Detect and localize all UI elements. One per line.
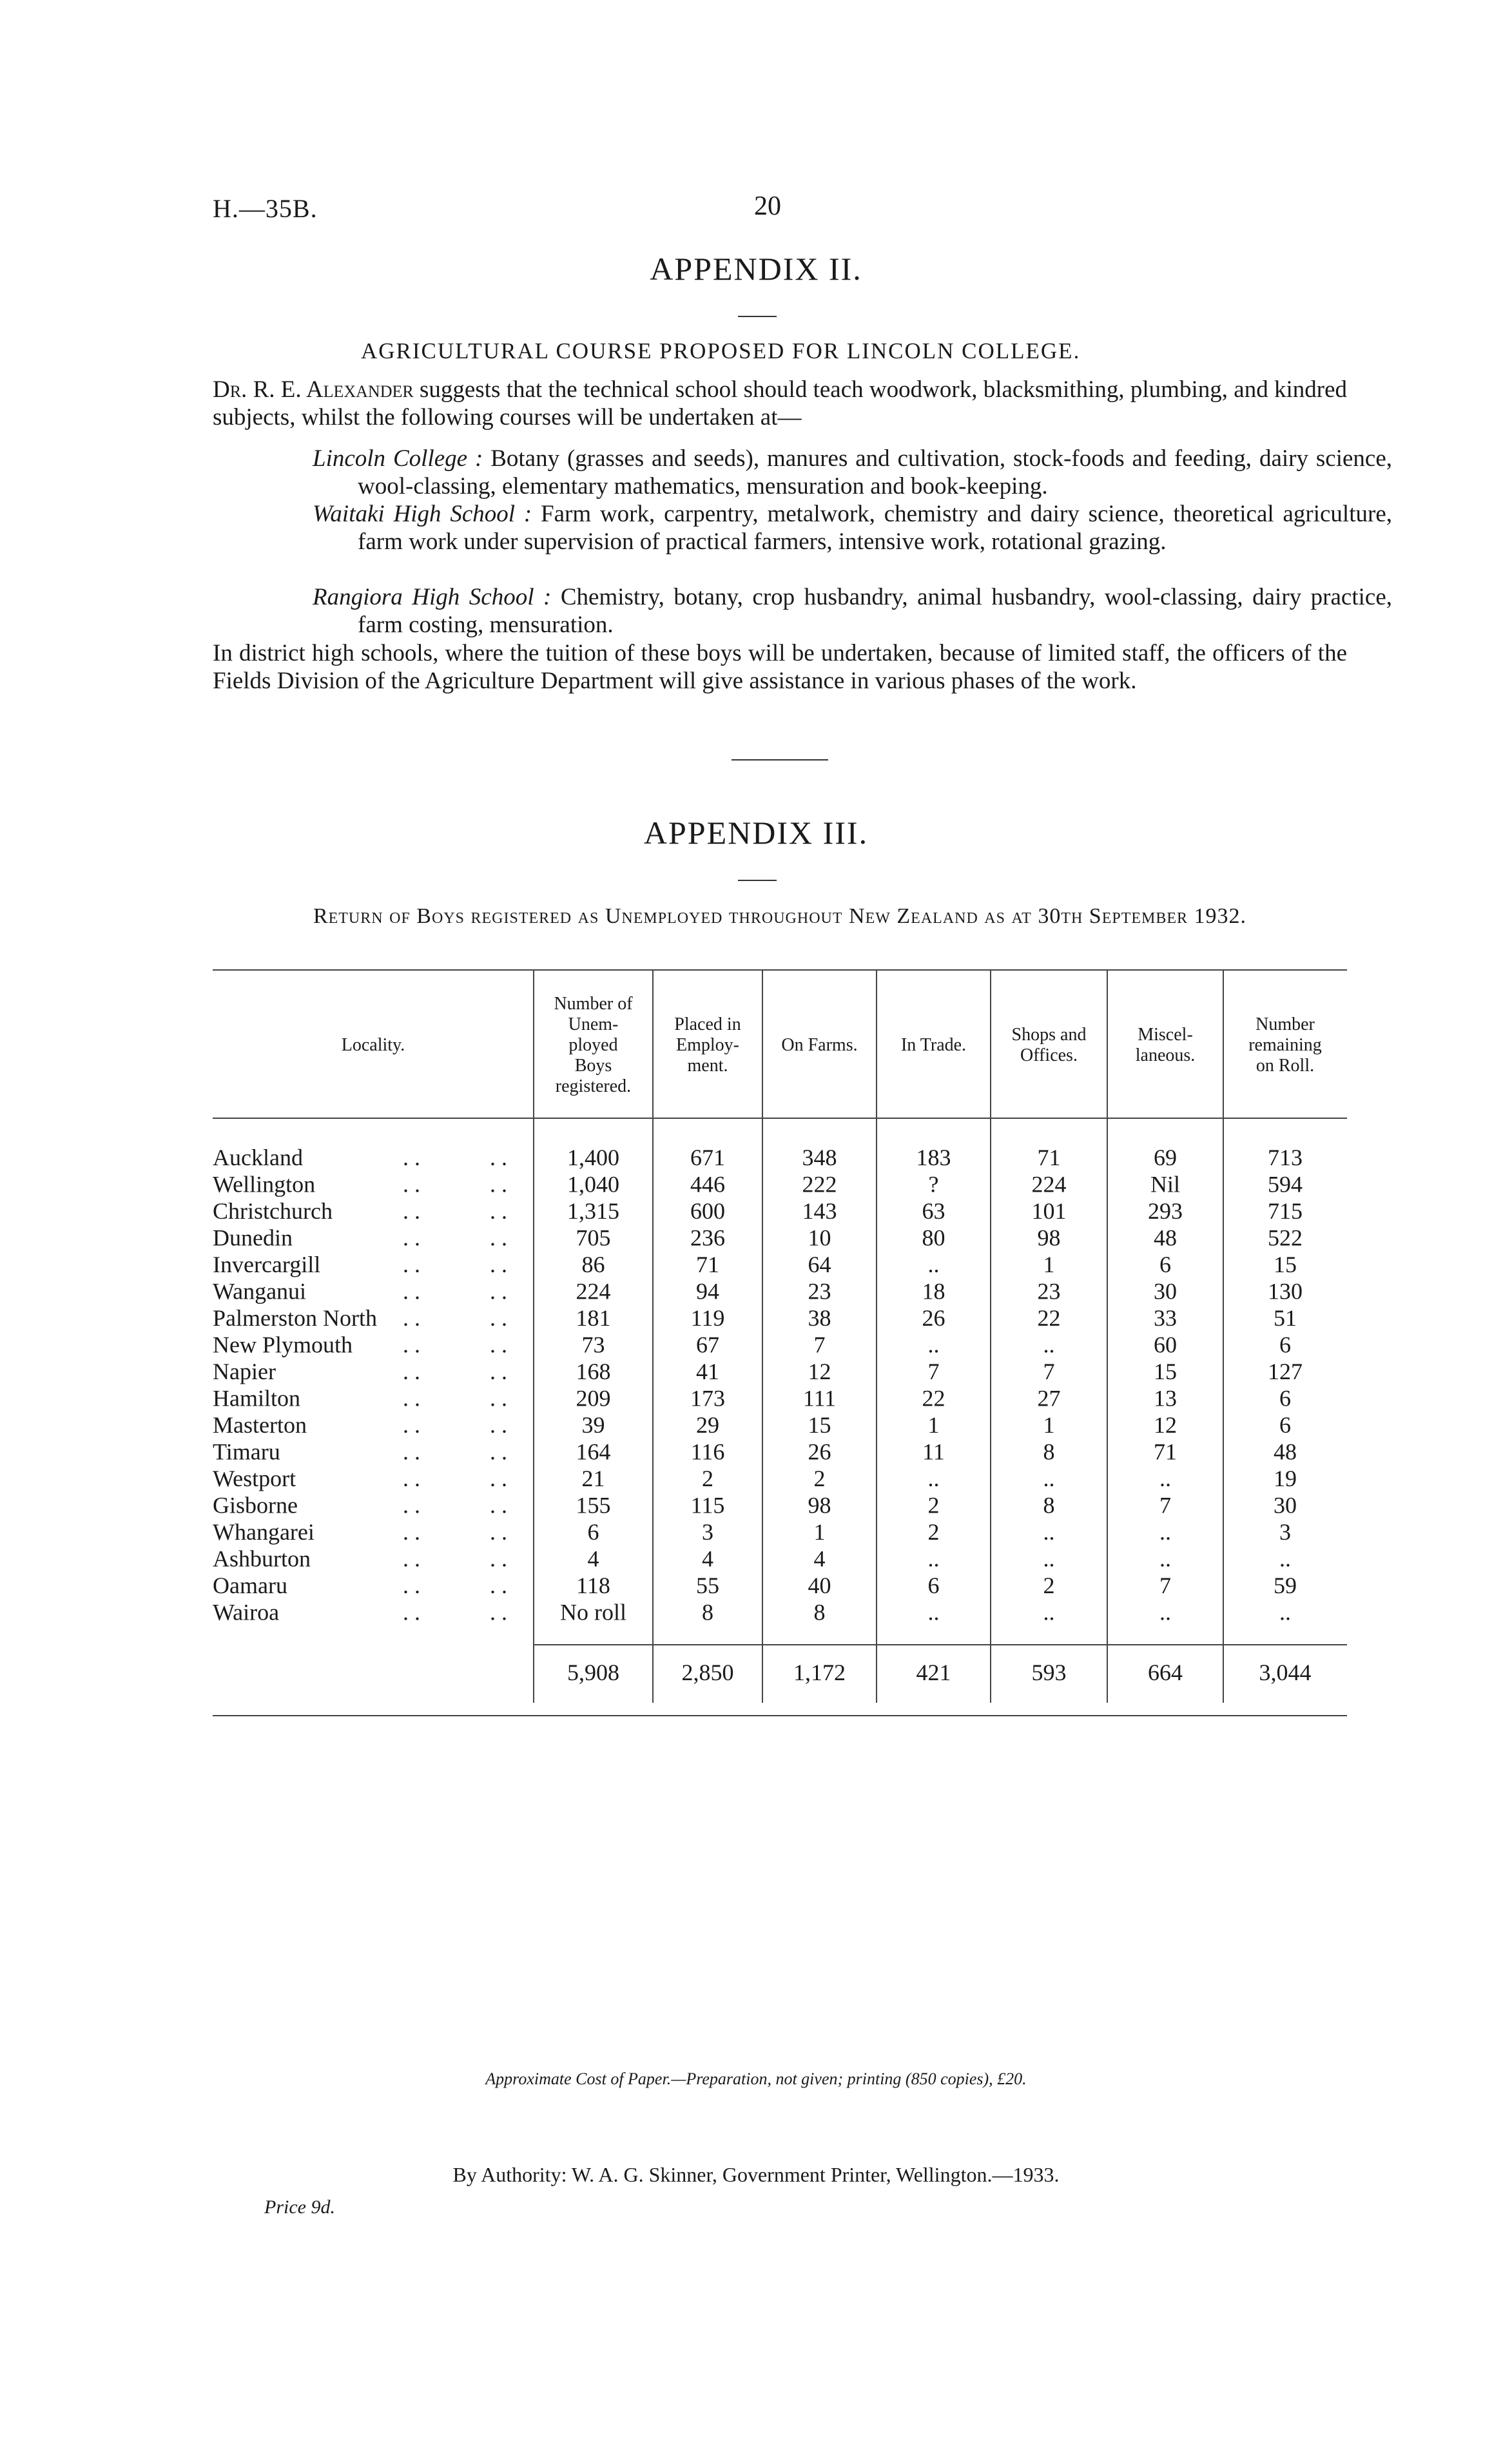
table-cell: 15	[808, 1412, 831, 1438]
total-cell: 2,850	[681, 1660, 734, 1685]
total-cell: 664	[1148, 1660, 1183, 1685]
dot-leader: . .	[490, 1278, 507, 1304]
locality-name: Christchurch	[213, 1198, 333, 1224]
table-cell: 63	[922, 1198, 945, 1224]
table-cell: 98	[808, 1492, 831, 1518]
table-cell: 3	[1279, 1519, 1291, 1545]
table-cell: 446	[690, 1171, 725, 1197]
column-header: Number remaining on Roll.	[1248, 1014, 1322, 1076]
table-cell: ..	[927, 1546, 940, 1572]
dot-leader: . .	[490, 1305, 507, 1331]
table-cell: 23	[808, 1278, 831, 1304]
table-cell: 7	[927, 1359, 940, 1384]
table-cell: ..	[1043, 1332, 1055, 1358]
table-cell: 6	[1279, 1332, 1291, 1358]
table-cell: 101	[1031, 1198, 1067, 1224]
table-cell: ..	[1159, 1599, 1171, 1625]
dot-leader: . .	[403, 1171, 420, 1197]
table-cell: 130	[1268, 1278, 1303, 1304]
table-cell: 155	[576, 1492, 611, 1518]
column-header: Locality.	[341, 1035, 405, 1055]
dot-leader: . .	[490, 1492, 507, 1518]
table-cell: 713	[1268, 1145, 1303, 1170]
dot-leader: . .	[403, 1332, 420, 1358]
course-school-name: Rangiora High School :	[313, 584, 552, 610]
dot-leader: . .	[490, 1573, 507, 1598]
dot-leader: . .	[490, 1439, 507, 1465]
table-cell: 33	[1154, 1305, 1177, 1331]
cost-note	[0, 2069, 1512, 2089]
table-cell: ..	[1043, 1519, 1055, 1545]
table-cell: 26	[922, 1305, 945, 1331]
table-cell: 236	[690, 1225, 725, 1251]
intro-text: suggests that the technical school should teach woodwork, blacksmithing, plumbing, and kindred subjects, whilst the following courses will be undertaken at—	[213, 376, 1347, 431]
table-cell: 119	[690, 1305, 725, 1331]
dot-leader: . .	[490, 1332, 507, 1358]
total-cell: 5,908	[567, 1660, 619, 1685]
appendix-ii-title: APPENDIX II.	[650, 251, 862, 287]
table-cell: 71	[696, 1252, 719, 1277]
dot-leader: . .	[403, 1145, 420, 1170]
table-cell: 1,400	[567, 1145, 619, 1170]
dot-leader: . .	[403, 1573, 420, 1598]
table-cell: 29	[696, 1412, 719, 1438]
table-cell: 209	[576, 1385, 611, 1411]
locality-name: Wairoa	[213, 1599, 280, 1625]
table-cell: 348	[802, 1145, 837, 1170]
dot-leader: . .	[403, 1492, 420, 1518]
table-cell: 73	[581, 1332, 605, 1358]
table-cell: 10	[808, 1225, 831, 1251]
dot-leader: . .	[490, 1145, 507, 1170]
table-cell: 4	[702, 1546, 713, 1572]
table-cell: 27	[1037, 1385, 1061, 1411]
table-cell: 15	[1274, 1252, 1297, 1277]
table-cell: 12	[808, 1359, 831, 1384]
table-cell: 80	[922, 1225, 945, 1251]
locality-name: Hamilton	[213, 1385, 300, 1411]
table-cell: 26	[808, 1439, 831, 1465]
table-cell: ..	[1159, 1519, 1171, 1545]
table-cell: 19	[1274, 1466, 1297, 1491]
table-cell: 64	[808, 1252, 831, 1277]
table-cell: 1	[1043, 1412, 1055, 1438]
table-cell: 38	[808, 1305, 831, 1331]
table-cell: 13	[1154, 1385, 1177, 1411]
column-header: Shops and Offices.	[1011, 1025, 1087, 1065]
table-cell: 22	[922, 1385, 945, 1411]
dot-leader: . .	[403, 1252, 420, 1277]
dot-leader: . .	[490, 1546, 507, 1572]
column-header: In Trade.	[900, 1035, 967, 1055]
table-cell: 6	[1159, 1252, 1171, 1277]
table-cell: 6	[1279, 1385, 1291, 1411]
table-cell: 224	[576, 1278, 611, 1304]
dot-leader: . .	[403, 1305, 420, 1331]
table-cell: 115	[690, 1492, 725, 1518]
author-name: Dr. R. E. Alexander	[213, 376, 414, 403]
dot-leader: . .	[490, 1599, 507, 1625]
table-cell: ..	[1043, 1599, 1055, 1625]
table-cell: 51	[1274, 1305, 1297, 1331]
table-cell: 30	[1274, 1492, 1297, 1518]
locality-name: Gisborne	[213, 1492, 298, 1518]
section-heading: AGRICULTURAL COURSE PROPOSED FOR LINCOLN COLLEGE.	[361, 338, 1081, 363]
table-cell: 1,315	[567, 1198, 619, 1224]
course-description: Botany (grasses and seeds), manures and cultivation, stock-foods and feeding, dairy science, wool-classing, elementary mathematics, mensuration and book-keeping.	[358, 445, 1392, 499]
table-cell: 71	[1037, 1145, 1061, 1170]
table-cell: 173	[690, 1385, 725, 1411]
table-cell: 11	[922, 1439, 945, 1465]
dot-leader: . .	[490, 1359, 507, 1384]
table-cell: 41	[696, 1359, 719, 1384]
table-cell: 30	[1154, 1278, 1177, 1304]
table-cell: 86	[581, 1252, 605, 1277]
table-cell: 6	[1279, 1412, 1291, 1438]
table-cell: 3	[702, 1519, 713, 1545]
table-cell: 6	[927, 1573, 940, 1598]
table-cell: ..	[1043, 1546, 1055, 1572]
table-cell: 224	[1031, 1171, 1067, 1197]
table-cell: 8	[813, 1599, 826, 1625]
table-cell: 116	[690, 1439, 725, 1465]
table-caption: Return of Boys registered as Unemployed throughout New Zealand as at 30th September 1932.	[313, 904, 1247, 928]
table-cell: 40	[808, 1573, 831, 1598]
table-cell: ..	[927, 1252, 940, 1277]
table-cell: 1	[813, 1519, 826, 1545]
table-cell: 1	[1043, 1252, 1055, 1277]
table-cell: 7	[1159, 1492, 1171, 1518]
table-cell: 7	[1159, 1573, 1171, 1598]
cost-note-text: Approximate Cost of Paper.—Preparation, not given; printing (850 copies), £20.	[485, 2069, 1027, 2088]
table-cell: ..	[1279, 1599, 1291, 1625]
locality-name: Ashburton	[213, 1546, 311, 1572]
table-cell: 111	[802, 1385, 837, 1411]
dot-leader: . .	[403, 1359, 420, 1384]
table-cell: 15	[1154, 1359, 1177, 1384]
table-cell: 7	[1043, 1359, 1055, 1384]
table-cell: 1	[927, 1412, 940, 1438]
course-description: Chemistry, botany, crop husbandry, animal husbandry, wool-classing, dairy practice, farm costing, mensuration.	[358, 584, 1392, 638]
locality-name: Masterton	[213, 1412, 307, 1438]
table-cell: 48	[1274, 1439, 1297, 1465]
table-cell: 715	[1268, 1198, 1303, 1224]
table-cell: 22	[1037, 1305, 1061, 1331]
table-cell: 181	[576, 1305, 611, 1331]
column-header: Placed in Employ-ment.	[674, 1014, 741, 1076]
dot-leader: . .	[490, 1466, 507, 1491]
dot-leader: . .	[490, 1198, 507, 1224]
table-cell: ..	[927, 1466, 940, 1491]
table-cell: 594	[1268, 1171, 1303, 1197]
table-cell: 67	[696, 1332, 719, 1358]
table-cell: 127	[1268, 1359, 1303, 1384]
table-cell: ..	[1159, 1466, 1171, 1491]
table-cell: 2	[927, 1492, 940, 1518]
price-note: Price 9d.	[264, 2196, 335, 2218]
table-cell: 705	[576, 1225, 611, 1251]
table-cell: 8	[1043, 1439, 1055, 1465]
locality-name: Napier	[213, 1359, 276, 1384]
dot-leader: . .	[403, 1466, 420, 1491]
table-cell: 522	[1268, 1225, 1303, 1251]
course-school-name: Waitaki High School :	[313, 501, 532, 527]
table-cell: 118	[576, 1573, 610, 1598]
printer-authority: By Authority: W. A. G. Skinner, Government Printer, Wellington.—1933.	[452, 2163, 1060, 2186]
appendix-iii-title: APPENDIX III.	[643, 815, 869, 851]
table-cell: ..	[927, 1599, 940, 1625]
table-cell: 39	[581, 1412, 605, 1438]
table-cell: 600	[690, 1198, 725, 1224]
column-header: On Farms.	[781, 1035, 858, 1055]
document-reference: H.—35B.	[213, 194, 318, 223]
column-header: Miscel-laneous.	[1135, 1025, 1196, 1065]
dot-leader: . .	[403, 1599, 420, 1625]
table-cell: 2	[813, 1466, 826, 1491]
page-number: 20	[754, 191, 781, 221]
dot-leader: . .	[403, 1439, 420, 1465]
dot-leader: . .	[403, 1546, 420, 1572]
table-cell: 8	[702, 1599, 713, 1625]
locality-name: Westport	[213, 1466, 296, 1491]
course-school-name: Lincoln College :	[313, 445, 483, 472]
table-cell: 94	[696, 1278, 719, 1304]
table-cell: Nil	[1150, 1171, 1181, 1197]
table-cell: 143	[802, 1198, 837, 1224]
locality-name: New Plymouth	[213, 1332, 353, 1358]
dot-leader: . .	[403, 1385, 420, 1411]
table-cell: ..	[1043, 1466, 1055, 1491]
table-cell: ..	[1159, 1546, 1171, 1572]
dot-leader: . .	[403, 1412, 420, 1438]
dot-leader: . .	[403, 1198, 420, 1224]
table-cell: 222	[802, 1171, 837, 1197]
table-cell: 48	[1154, 1225, 1177, 1251]
locality-name: Dunedin	[213, 1225, 293, 1251]
table-cell: 2	[1043, 1573, 1055, 1598]
locality-name: Invercargill	[213, 1252, 321, 1277]
dot-leader: . .	[490, 1252, 507, 1277]
dot-leader: . .	[490, 1412, 507, 1438]
table-cell: 23	[1037, 1278, 1061, 1304]
table-cell: 168	[576, 1359, 611, 1384]
table-cell: 55	[696, 1573, 719, 1598]
total-cell: 593	[1031, 1660, 1067, 1685]
table-cell: 6	[587, 1519, 599, 1545]
dot-leader: . .	[403, 1519, 420, 1545]
table-cell: ..	[1279, 1546, 1291, 1572]
table-cell: 98	[1037, 1225, 1061, 1251]
table-cell: 2	[702, 1466, 713, 1491]
table-cell: 12	[1154, 1412, 1177, 1438]
locality-name: Wanganui	[213, 1278, 307, 1304]
table-cell: ?	[928, 1171, 939, 1197]
dot-leader: . .	[403, 1278, 420, 1304]
total-cell: 421	[916, 1660, 951, 1685]
table-cell: No roll	[560, 1599, 626, 1625]
table-cell: 164	[576, 1439, 611, 1465]
table-cell: 71	[1154, 1439, 1177, 1465]
column-header: Number of Unem-ployed Boys registered.	[554, 994, 633, 1096]
locality-name: Wellington	[213, 1171, 316, 1197]
table-cell: 7	[813, 1332, 826, 1358]
district-paragraph: In district high schools, where the tuition of these boys will be undertaken, because of limited staff, the officers of the Fields Division of the Agriculture Department will give assistance in various phases of the work.	[213, 640, 1347, 694]
table-cell: ..	[927, 1332, 940, 1358]
locality-name: Timaru	[213, 1439, 280, 1465]
locality-name: Palmerston North	[213, 1305, 377, 1331]
dot-leader: . .	[490, 1519, 507, 1545]
total-cell: 3,044	[1259, 1660, 1312, 1685]
locality-name: Whangarei	[213, 1519, 315, 1545]
locality-name: Oamaru	[213, 1573, 287, 1598]
table-cell: 59	[1274, 1573, 1297, 1598]
table-cell: 69	[1154, 1145, 1177, 1170]
table-cell: 18	[922, 1278, 945, 1304]
table-cell: 21	[581, 1466, 605, 1491]
table-cell: 8	[1043, 1492, 1055, 1518]
table-cell: 2	[927, 1519, 940, 1545]
table-cell: 4	[587, 1546, 599, 1572]
dot-leader: . .	[490, 1225, 507, 1251]
table-cell: 183	[916, 1145, 951, 1170]
table-cell: 1,040	[567, 1171, 619, 1197]
table-cell: 4	[813, 1546, 826, 1572]
table-cell: 293	[1148, 1198, 1183, 1224]
total-cell: 1,172	[793, 1660, 846, 1685]
dot-leader: . .	[403, 1225, 420, 1251]
table-cell: 671	[690, 1145, 725, 1170]
table-cell: 60	[1154, 1332, 1177, 1358]
dot-leader: . .	[490, 1385, 507, 1411]
locality-name: Auckland	[213, 1145, 303, 1170]
course-description: Farm work, carpentry, metalwork, chemistry and dairy science, theoretical agriculture, farm work under supervision of practical farmers, intensive work, rotational grazing.	[358, 501, 1392, 555]
dot-leader: . .	[490, 1171, 507, 1197]
